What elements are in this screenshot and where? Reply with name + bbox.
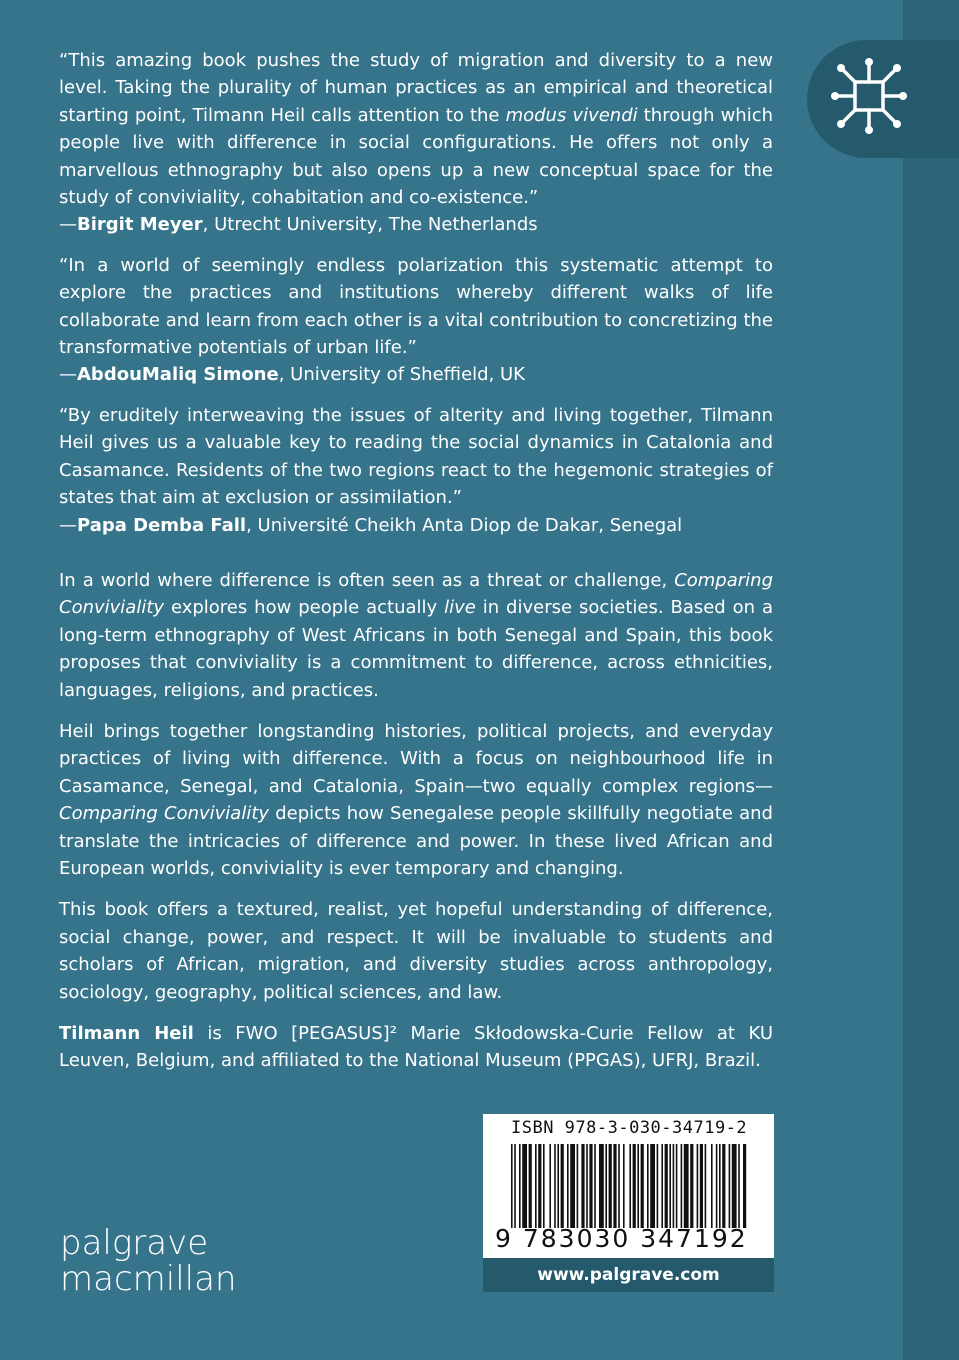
network-node-icon	[827, 54, 911, 138]
barcode-bar	[743, 1144, 746, 1228]
barcode-bar	[599, 1144, 604, 1228]
barcode-bar	[716, 1144, 718, 1228]
barcode-bar	[567, 1144, 569, 1228]
barcode-bar	[589, 1144, 592, 1228]
endorsement-text: “This amazing book pushes the study of migration and diversity to a new level. Taking the plurality of human practices as an empirical and theoretical starting point, Tilmann Heil calls attention to the modus vivendi through which people live with difference in social configurations. He offers not only a marvellous ethnography but also opens up a new conceptual space for the study of conviviality, cohabitation and co-existence.”	[59, 50, 773, 209]
barcode-bar	[665, 1144, 668, 1228]
endorsement-2	[59, 252, 773, 389]
barcode-bar	[719, 1144, 721, 1228]
endorsement-1	[59, 47, 773, 239]
series-logo-tab	[807, 40, 959, 158]
barcode-bar	[629, 1144, 631, 1228]
publisher-name-line1: palgrave	[60, 1223, 209, 1263]
barcode-bar	[535, 1144, 537, 1228]
barcode-bar	[738, 1144, 740, 1228]
barcode-bar	[697, 1144, 699, 1228]
barcode-bar	[657, 1144, 659, 1228]
barcode-bar	[681, 1144, 683, 1228]
author-bio: Tilmann Heil is FWO [PEGASUS]² Marie Skłodowska-Curie Fellow at KU Leuven, Belgium, and affiliated to the National Museum (PPGAS), UFRJ, Brazil.	[59, 1023, 773, 1072]
barcode-bar	[705, 1144, 707, 1228]
barcode-bar	[561, 1144, 564, 1228]
barcode-bar	[605, 1144, 607, 1228]
barcode-bar	[538, 1144, 541, 1228]
endorsement-attribution: —Birgit Meyer, Utrecht University, The Netherlands	[59, 214, 538, 236]
barcode-bar	[522, 1144, 527, 1228]
description-paragraph-3: This book offers a textured, realist, yet hopeful understanding of difference, social change, power, and respect. It will be invaluable to students and scholars of African, migration, and diversity studies across anthropology, sociology, geography, political sciences, and law.	[59, 899, 773, 1003]
barcode-bar	[700, 1144, 703, 1228]
barcode-digits: 9 783030 347192	[495, 1224, 748, 1253]
barcode-bar	[732, 1144, 737, 1228]
barcode-bar	[690, 1144, 693, 1228]
back-cover-text	[59, 47, 773, 1075]
barcode-bar	[722, 1144, 725, 1228]
barcode-bar	[586, 1144, 588, 1228]
barcode-bar	[637, 1144, 639, 1228]
barcode-bar	[618, 1144, 620, 1228]
description-paragraph-2: Heil brings together longstanding histories, political projects, and everyday practices of living with difference. With a focus on neighbourhood life in Casamance, Senegal, and Catalonia, Spain—two equally complex regions—Comparing Conviviality depicts how Senegalese people skillfully negotiate and translate the intricacies of difference and power. In these lived African and European worlds, conviviality is ever temporary and changing.	[59, 720, 773, 879]
barcode-bar	[577, 1144, 579, 1228]
barcode-bar	[529, 1144, 532, 1228]
barcode-bar	[557, 1144, 559, 1228]
endorsement-attribution: —Papa Demba Fall, Université Cheikh Anta Diop de Dakar, Senegal	[59, 514, 683, 536]
publisher-name-line2: macmillan	[60, 1259, 237, 1299]
barcode-bar	[633, 1144, 636, 1228]
spine-strip	[903, 0, 959, 1360]
endorsement-text: “By eruditely interweaving the issues of alterity and living together, Tilmann Heil gives us a valuable key to reading the social dynamics in Catalonia and Casamance. Residents of the two regions react to the hegemonic strategies of states that aim at exclusion or assimilation.”	[59, 404, 773, 509]
barcode-bar	[676, 1144, 678, 1228]
barcode-bar	[581, 1144, 584, 1228]
barcode-bar	[514, 1144, 516, 1228]
barcode-bar	[650, 1144, 655, 1228]
publisher-logo	[60, 1225, 237, 1297]
barcode-bar	[711, 1144, 713, 1228]
barcode-bar	[543, 1144, 545, 1228]
barcode-bar	[519, 1144, 521, 1228]
barcode-bar	[684, 1144, 689, 1228]
barcode-bar	[554, 1144, 556, 1228]
publisher-url[interactable]: www.palgrave.com	[483, 1258, 774, 1292]
barcode-bar	[613, 1144, 616, 1228]
isbn-label: ISBN 978-3-030-34719-2	[511, 1118, 748, 1138]
book-description	[59, 567, 773, 1006]
barcode-bar	[609, 1144, 612, 1228]
barcode-bar	[594, 1144, 596, 1228]
barcode-bar	[570, 1144, 575, 1228]
barcode-bar	[669, 1144, 671, 1228]
barcode-bar	[647, 1144, 649, 1228]
endorsement-attribution: —AbdouMaliq Simone, University of Sheffield, UK	[59, 364, 525, 386]
barcode-bar	[661, 1144, 663, 1228]
endorsement-text: “In a world of seemingly endless polarization this systematic attempt to explore the practices and institutions whereby different walks of life collaborate and learn from each other is a vital contribution to concretizing the transformative potentials of urban life.”	[59, 254, 773, 359]
barcode-bar	[511, 1144, 513, 1228]
barcode-bar	[641, 1144, 644, 1228]
barcode-bar	[729, 1144, 731, 1228]
description-paragraph-1: In a world where difference is often seen as a threat or challenge, Comparing Conviviality explores how people actually live in diverse societies. Based on a long-term ethnography of West Africans in both Senegal and Spain, this book proposes that conviviality is a commitment to difference, across ethnicities, languages, religions, and practices.	[59, 569, 773, 701]
endorsement-3	[59, 402, 773, 539]
barcode-bar	[549, 1144, 551, 1228]
barcode-bar	[673, 1144, 675, 1228]
isbn-barcode-box	[483, 1114, 774, 1292]
barcode-bar	[623, 1144, 625, 1228]
